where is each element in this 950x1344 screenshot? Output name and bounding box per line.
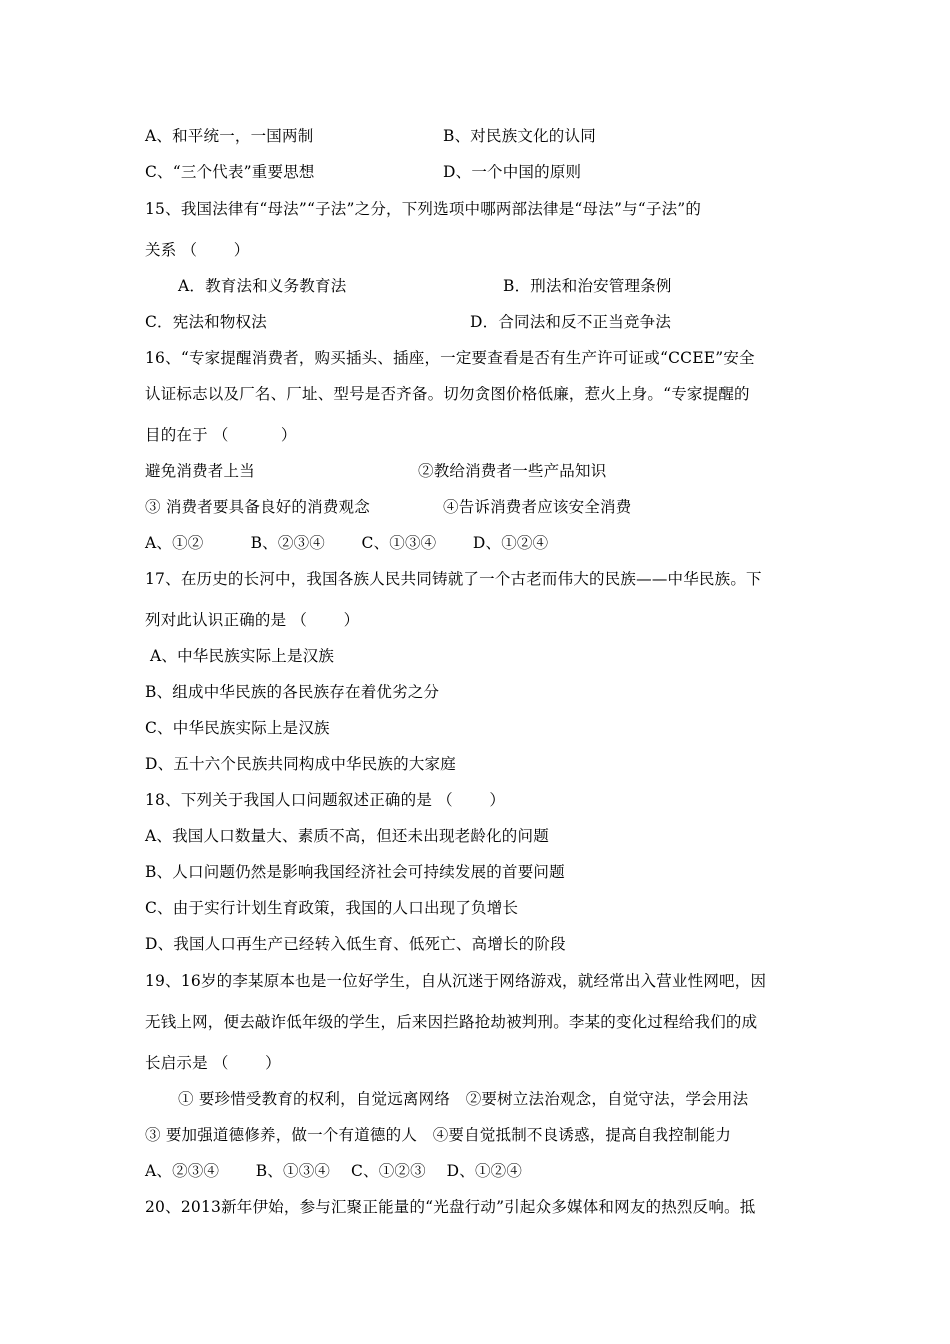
q17-option-a: A、中华民族实际上是汉族	[150, 647, 335, 665]
q20-stem: 20、2013新年伊始，参与汇聚正能量的“光盘行动”引起众多媒体和网友的热烈反响。抵	[145, 1198, 756, 1216]
q15-option-d: D．合同法和反不正当竞争法	[470, 313, 672, 331]
q16-statement-4: ④告诉消费者应该安全消费	[443, 498, 632, 516]
q19-stem-cont: 无钱上网，便去敲诈低年级的学生，后来因拦路抢劫被判刑。李某的变化过程给我们的成	[145, 1013, 758, 1031]
q16-statement-2: ②教给消费者一些产品知识	[418, 462, 607, 480]
q15-option-a: A．教育法和义务教育法	[178, 277, 347, 295]
q18-option-a: A、我国人口数量大、素质不高，但还未出现老龄化的问题	[145, 827, 549, 845]
q17-stem: 17、在历史的长河中，我国各族人民共同铸就了一个古老而伟大的民族——中华民族。下	[145, 570, 762, 588]
q19-stem: 19、16岁的李某原本也是一位好学生，自从沉迷于网络游戏，就经常出入营业性网吧，因	[145, 972, 767, 990]
q16-statement-1: 避免消费者上当	[145, 462, 255, 480]
q15-stem-cont: 关系 （ ）	[145, 241, 250, 259]
q19-options: A、②③④ B、①③④ C、①②③ D、①②④	[145, 1162, 523, 1180]
q16-statement-3: ③ 消费者要具备良好的消费观念	[145, 498, 370, 516]
q16-stem-end: 目的在于 （ ）	[145, 426, 297, 444]
q14-option-d: D、一个中国的原则	[443, 163, 582, 181]
q19-stem-end: 长启示是 （ ）	[145, 1054, 281, 1072]
q18-stem: 18、下列关于我国人口问题叙述正确的是 （ ）	[145, 791, 506, 809]
q17-option-c: C、中华民族实际上是汉族	[145, 719, 330, 737]
q19-statements-1-2: ① 要珍惜受教育的权利，自觉远离网络 ②要树立法治观念，自觉守法，学会用法	[178, 1090, 749, 1108]
q14-option-a: A、和平统一，一国两制	[145, 127, 314, 145]
q17-option-d: D、五十六个民族共同构成中华民族的大家庭	[145, 755, 456, 773]
q16-options: A、①② B、②③④ C、①③④ D、①②④	[145, 534, 549, 552]
q14-option-c: C、“三个代表”重要思想	[145, 163, 315, 181]
q15-option-c: C．宪法和物权法	[145, 313, 267, 331]
q18-option-b: B、人口问题仍然是影响我国经济社会可持续发展的首要问题	[145, 863, 565, 881]
q17-stem-cont: 列对此认识正确的是 （ ）	[145, 611, 360, 629]
q19-statements-3-4: ③ 要加强道德修养，做一个有道德的人 ④要自觉抵制不良诱惑，提高自我控制能力	[145, 1126, 732, 1144]
q16-stem: 16、“专家提醒消费者，购买插头、插座，一定要查看是否有生产许可证或“CCEE”安全	[145, 349, 755, 367]
q15-option-b: B．刑法和治安管理条例	[503, 277, 672, 295]
q18-option-d: D、我国人口再生产已经转入低生育、低死亡、高增长的阶段	[145, 935, 566, 953]
q16-stem-cont: 认证标志以及厂名、厂址、型号是否齐备。切勿贪图价格低廉，惹火上身。“专家提醒的	[145, 385, 750, 403]
q18-option-c: C、由于实行计划生育政策，我国的人口出现了负增长	[145, 899, 519, 917]
q17-option-b: B、组成中华民族的各民族存在着优劣之分	[145, 683, 440, 701]
q14-option-b: B、对民族文化的认同	[443, 127, 596, 145]
q15-stem: 15、我国法律有“母法”“子法”之分，下列选项中哪两部法律是“母法”与“子法”的	[145, 200, 702, 218]
